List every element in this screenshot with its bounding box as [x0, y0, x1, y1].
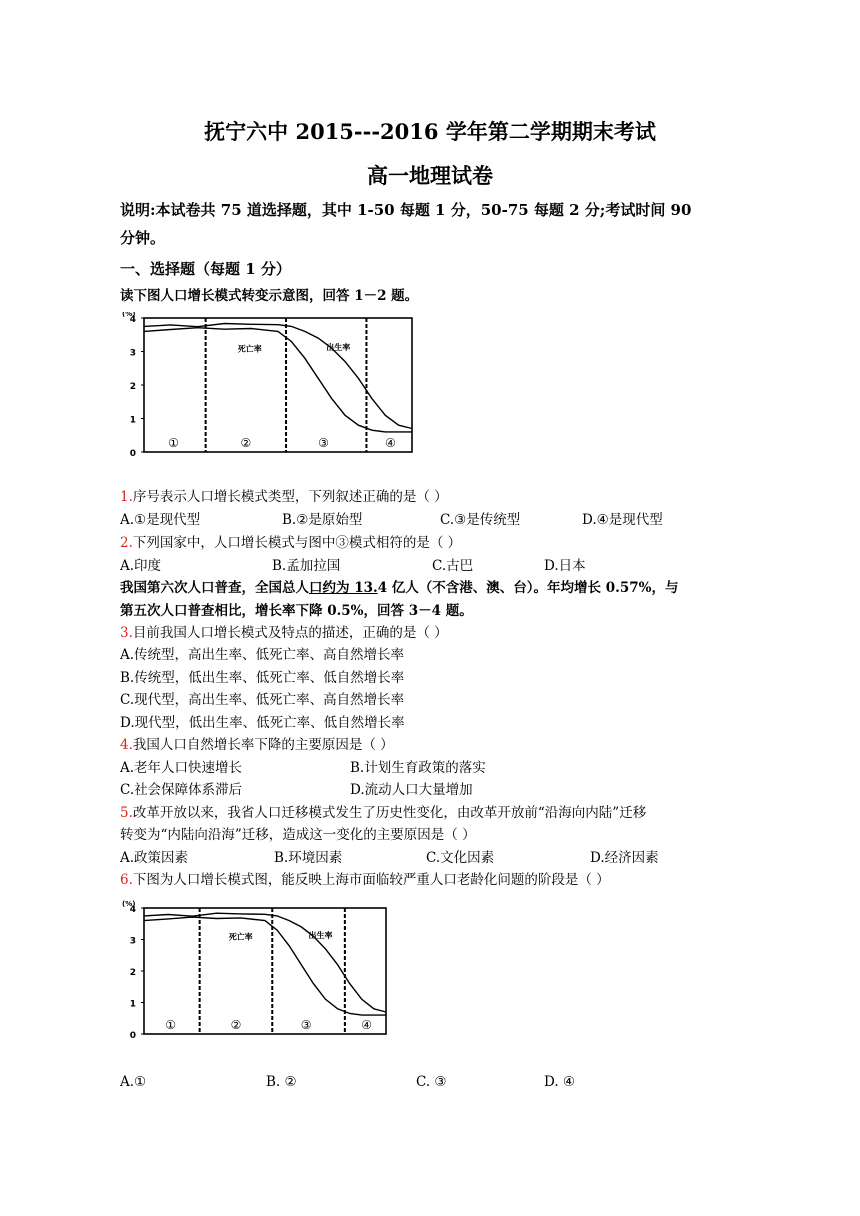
- option-b: B.传统型，低出生率、低死亡率、低自然增长率: [120, 670, 405, 686]
- question-number: 6.: [120, 872, 133, 888]
- option-d: D.日本: [544, 558, 586, 574]
- birth-rate-line: [144, 913, 386, 1012]
- question-text: 目前我国人口增长模式及特点的描述，正确的是（ ）: [132, 625, 448, 641]
- option-c: C.现代型，高出生率、低死亡率、高自然增长率: [120, 692, 405, 708]
- question-number: 4.: [120, 737, 133, 753]
- option-d: D.现代型，低出生率、低死亡率、低自然增长率: [120, 715, 405, 731]
- question-4: [120, 735, 394, 755]
- stage-label: ②: [240, 436, 252, 450]
- population-model-chart-1: [118, 312, 418, 462]
- option-c: C.③是传统型: [440, 512, 521, 528]
- y-tick-label: 4: [129, 905, 136, 915]
- question-number: 2.: [120, 535, 133, 551]
- instructions-line2: 分钟。: [120, 229, 166, 247]
- question-number: 5.: [120, 805, 133, 821]
- option-a: A.①是现代型: [120, 512, 201, 528]
- question-6: [120, 870, 610, 890]
- option-c: C.社会保障体系滞后: [120, 782, 243, 798]
- y-tick-label: 0: [129, 449, 136, 459]
- question-number: 1.: [120, 489, 133, 505]
- option-b: B.孟加拉国: [272, 558, 341, 574]
- y-tick-label: 2: [129, 968, 136, 978]
- question-5: [120, 803, 646, 823]
- birth-rate-label: 出生率: [308, 930, 333, 940]
- stage-label: ①: [165, 1018, 177, 1032]
- instructions: [120, 196, 740, 252]
- y-axis-unit: (%): [122, 900, 136, 908]
- y-tick-label: 3: [129, 936, 136, 947]
- question-3: [120, 623, 448, 643]
- stage-label: ④: [385, 436, 396, 450]
- option-d: D.流动人口大量增加: [350, 782, 473, 798]
- option-a: A.政策因素: [120, 850, 189, 866]
- y-axis-unit: (%): [122, 312, 136, 318]
- option-d: D. ④: [544, 1074, 576, 1090]
- intro-text-cont: 4 亿人（不含港、澳、台）。年均增长 0.57%，与: [377, 580, 679, 596]
- question-text: 序号表示人口增长模式类型，下列叙述正确的是（ ）: [132, 489, 448, 505]
- option-a: A.印度: [120, 558, 162, 574]
- birth-rate-label: 出生率: [326, 342, 351, 352]
- birth-rate-line: [144, 324, 412, 429]
- section-heading: 一、选择题（每题 1 分）: [120, 260, 291, 278]
- death-rate-line: [144, 328, 412, 432]
- option-c: C.古巴: [432, 558, 474, 574]
- intro-underlined: 口约为 13.: [309, 580, 378, 596]
- stage-label: ③: [318, 436, 329, 450]
- option-a: A.传统型，高出生率、低死亡率、高自然增长率: [120, 647, 405, 663]
- instructions-line1: 说明:本试卷共 75 道选择题，其中 1-50 每题 1 分，50-75 每题 2 分;考试时间 90: [120, 201, 692, 219]
- option-d: D.经济因素: [590, 850, 659, 866]
- option-b: B.环境因素: [274, 850, 343, 866]
- y-tick-label: 3: [129, 348, 136, 359]
- option-c: C.文化因素: [426, 850, 495, 866]
- question-text: 下列国家中，人口增长模式与图中③模式相符的是（ ）: [132, 535, 462, 551]
- intro-text: 我国第六次人口普查，全国总人: [120, 580, 309, 596]
- option-b: B.计划生育政策的落实: [350, 760, 486, 776]
- y-tick-label: 0: [129, 1031, 136, 1041]
- option-c: C. ③: [416, 1074, 447, 1090]
- exam-title: 抚宁六中 2015---2016 学年第二学期期末考试: [204, 119, 656, 144]
- question-number: 3.: [120, 625, 133, 641]
- stage-label: ③: [300, 1018, 312, 1032]
- stage-label: ②: [230, 1018, 242, 1032]
- question-5-cont: 转变为“内陆向沿海”迁移，造成这一变化的主要原因是（ ）: [120, 827, 476, 843]
- intro-1-2: 读下图人口增长模式转变示意图，回答 1－2 题。: [120, 288, 419, 304]
- death-rate-label: 死亡率: [228, 932, 253, 942]
- plot-frame: [144, 908, 386, 1034]
- option-b: B. ②: [266, 1074, 297, 1090]
- option-b: B.②是原始型: [282, 512, 363, 528]
- question-text: 改革开放以来，我省人口迁移模式发生了历史性变化，由改革开放前“沿海向内陆”迁移: [132, 805, 647, 821]
- intro-3-4-line2: 第五次人口普查相比，增长率下降 0.5%，回答 3－4 题。: [120, 603, 473, 619]
- exam-subtitle: 高一地理试卷: [367, 163, 493, 188]
- y-tick-label: 1: [129, 999, 136, 1010]
- option-a: A.老年人口快速增长: [120, 760, 243, 776]
- option-d: D.④是现代型: [582, 512, 663, 528]
- stage-label: ①: [168, 436, 179, 450]
- y-tick-label: 2: [129, 382, 136, 392]
- stage-label: ④: [361, 1018, 373, 1032]
- death-rate-label: 死亡率: [237, 344, 262, 354]
- death-rate-line: [144, 917, 386, 1015]
- question-text: 下图为人口增长模式图，能反映上海市面临较严重人口老龄化问题的阶段是（ ）: [132, 872, 610, 888]
- intro-3-4: [120, 578, 678, 598]
- population-model-chart-2: [118, 898, 394, 1042]
- option-a: A.①: [120, 1074, 147, 1090]
- question-text: 我国人口自然增长率下降的主要原因是（ ）: [132, 737, 394, 753]
- y-tick-label: 1: [129, 415, 136, 426]
- plot-frame: [144, 318, 412, 452]
- y-tick-label: 4: [129, 315, 136, 325]
- question-1: [120, 487, 448, 507]
- question-2: [120, 533, 461, 553]
